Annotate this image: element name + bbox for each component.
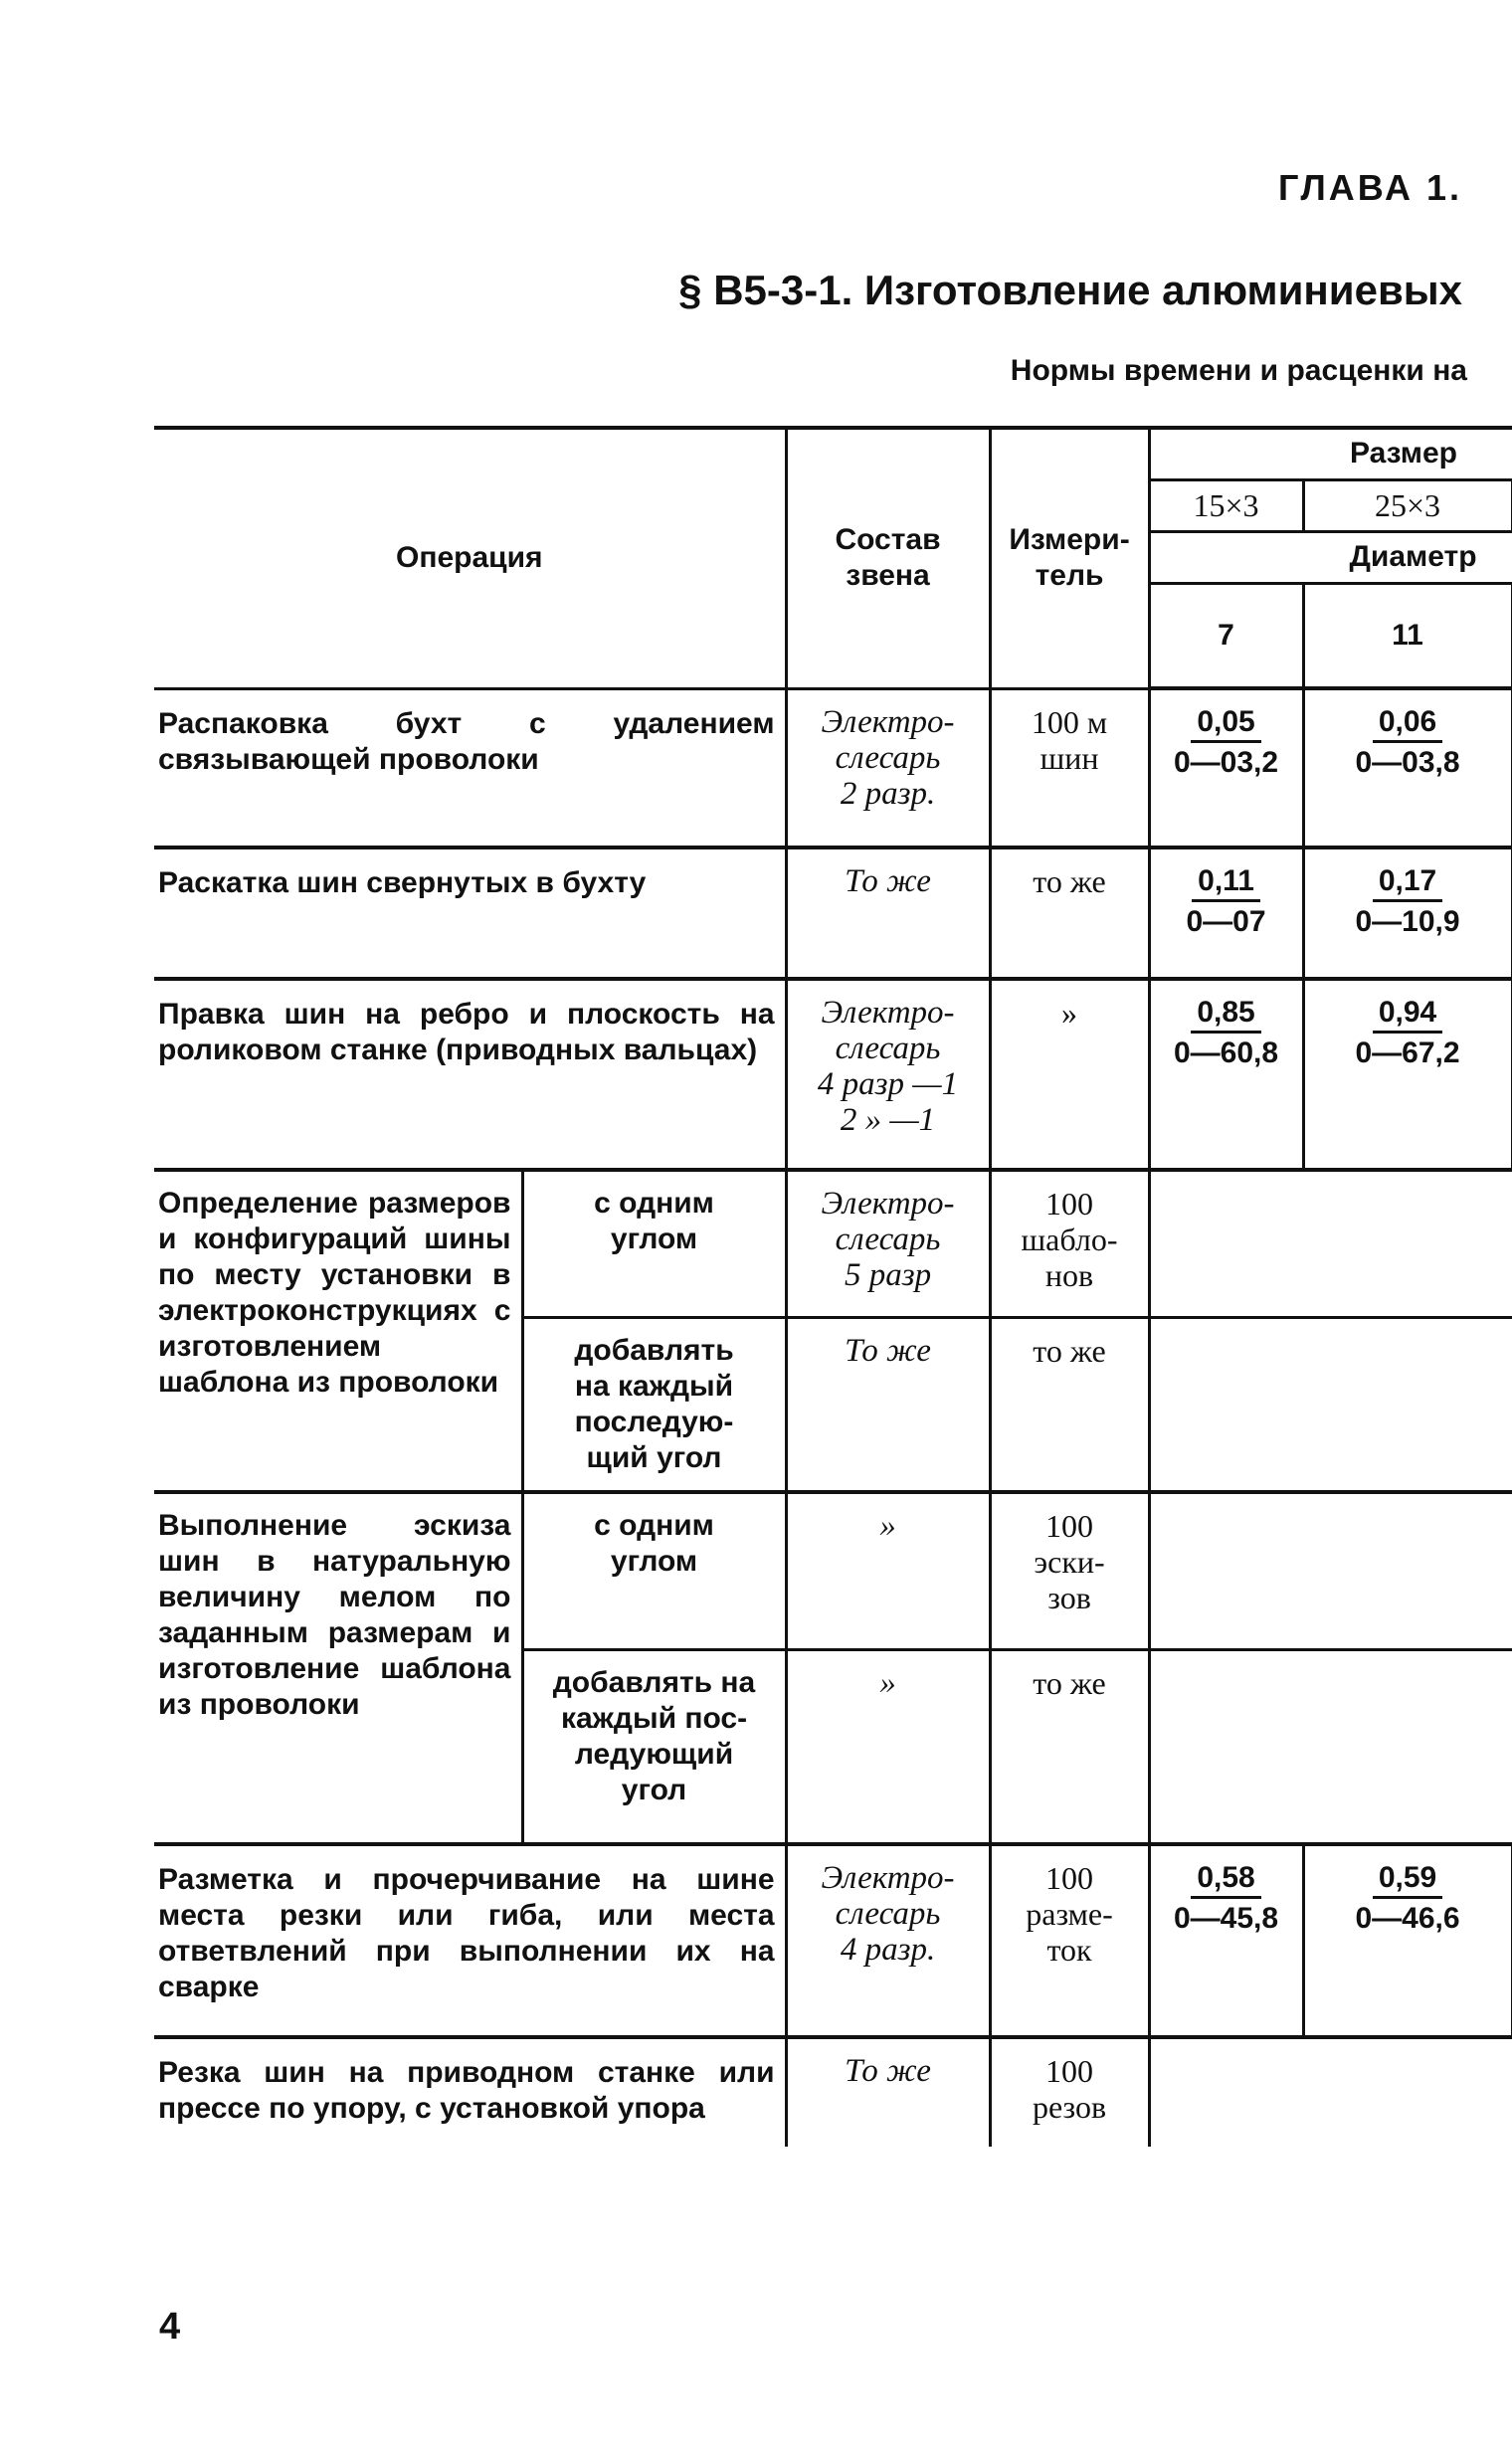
unit-cell: 100 резов xyxy=(990,2037,1149,2147)
unit-cell: то же xyxy=(990,1317,1149,1492)
time-norm: 0,05 xyxy=(1191,704,1260,743)
time-norm: 0,58 xyxy=(1191,1860,1260,1899)
rate: 0—10,9 xyxy=(1355,905,1460,938)
rate: 0—45,8 xyxy=(1173,1902,1279,1935)
sub-operation-cell: с одним углом xyxy=(522,1492,786,1649)
unit-cell: 100 м шин xyxy=(990,688,1149,848)
operation-cell: Определение размеров и конфигураций шины по месту установки в электроконструкциях с изготовлением шаблона из проволоки xyxy=(154,1170,522,1492)
table-row xyxy=(154,2037,1512,2147)
value-cell xyxy=(1149,848,1303,979)
rate: 0—03,8 xyxy=(1355,746,1460,779)
rate: 0—60,8 xyxy=(1173,1036,1279,1069)
time-norm: 0,85 xyxy=(1191,995,1260,1034)
header-diameter-col-1: 7 xyxy=(1149,583,1303,688)
value-cell xyxy=(1149,1844,1303,2037)
header-operation: Операция xyxy=(154,428,786,688)
crew-cell: То же xyxy=(786,2037,990,2147)
norms-table xyxy=(154,426,1512,2147)
operation-cell: Разметка и прочерчивание на шине места резки или гиба, или места ответвлений при выполнении их на сварке xyxy=(154,1844,786,2037)
sub-operation-cell: с одним углом xyxy=(522,1170,786,1317)
time-norm: 0,06 xyxy=(1373,704,1442,743)
rate: 0—03,2 xyxy=(1173,746,1279,779)
table-row xyxy=(154,979,1512,1170)
operation-cell: Распаковка бухт с удалением связывающей проволоки xyxy=(154,688,786,848)
header-unit xyxy=(990,428,1149,688)
table-row xyxy=(154,1170,1512,1317)
operation-cell: Раскатка шин свернутых в бухту xyxy=(154,848,786,979)
header-diameter-col-2: 11 xyxy=(1303,583,1512,688)
header-diameter: Диаметр xyxy=(1149,531,1512,583)
crew-cell: Электро- слесарь 2 разр. xyxy=(786,688,990,848)
time-norm: 0,11 xyxy=(1192,863,1260,902)
operation-cell: Резка шин на приводном станке или прессе по упору, с установкой упора xyxy=(158,2056,775,2125)
unit-cell: » xyxy=(990,979,1149,1170)
section-subtitle: Нормы времени и расценки на xyxy=(1010,354,1467,387)
header-size-col-2: 25×3 xyxy=(1303,479,1512,531)
crew-cell: » xyxy=(786,1649,990,1844)
header-unit-label: Измери-тель xyxy=(1009,523,1130,593)
rate: 0—67,2 xyxy=(1355,1036,1460,1069)
table-row xyxy=(154,688,1512,848)
table-row xyxy=(154,848,1512,979)
page-number: 4 xyxy=(159,2306,181,2348)
value-cell xyxy=(1149,688,1303,848)
operation-cell: Выполнение эскиза шин в натуральную величину мелом по заданным размерам и изготовление шаблона из проволоки xyxy=(154,1492,522,1844)
table-row xyxy=(154,1844,1512,2037)
crew-cell: » xyxy=(786,1492,990,1649)
unit-cell: то же xyxy=(990,848,1149,979)
crew-cell: Электро- слесарь 5 разр xyxy=(786,1170,990,1317)
header-size: Размер xyxy=(1149,428,1512,479)
unit-cell: то же xyxy=(990,1649,1149,1844)
header-size-col-1: 15×3 xyxy=(1149,479,1303,531)
value-cell xyxy=(1303,688,1512,848)
time-norm: 0,17 xyxy=(1373,863,1442,902)
rate: 0—07 xyxy=(1186,905,1266,938)
unit-cell: 100 шабло- нов xyxy=(990,1170,1149,1317)
crew-cell: Электро- слесарь 4 разр —1 2 » —1 xyxy=(786,979,990,1170)
time-norm: 0,59 xyxy=(1373,1860,1442,1899)
sub-operation-cell: добавлять на каждый пос- ледующий угол xyxy=(522,1649,786,1844)
chapter-heading: ГЛАВА 1. xyxy=(1278,167,1462,208)
unit-cell: 100 эски- зов xyxy=(990,1492,1149,1649)
header-crew-label: Состав звена xyxy=(835,523,941,593)
value-cell xyxy=(1149,979,1303,1170)
table-row xyxy=(154,1492,1512,1649)
unit-cell: 100 разме- ток xyxy=(990,1844,1149,2037)
crew-cell: Электро- слесарь 4 разр. xyxy=(786,1844,990,2037)
crew-cell: То же xyxy=(786,848,990,979)
value-cell xyxy=(1303,1844,1512,2037)
rate: 0—46,6 xyxy=(1355,1902,1460,1935)
header-crew xyxy=(786,428,990,688)
sub-operation-cell: добавлять на каждый последую- щий угол xyxy=(522,1317,786,1492)
section-title: § В5-3-1. Изготовление алюминиевых xyxy=(678,267,1462,313)
value-cell xyxy=(1303,979,1512,1170)
value-cell xyxy=(1303,848,1512,979)
operation-cell: Правка шин на ребро и плоскость на роликовом станке (приводных вальцах) xyxy=(154,979,786,1170)
time-norm: 0,94 xyxy=(1373,995,1442,1034)
crew-cell: То же xyxy=(786,1317,990,1492)
